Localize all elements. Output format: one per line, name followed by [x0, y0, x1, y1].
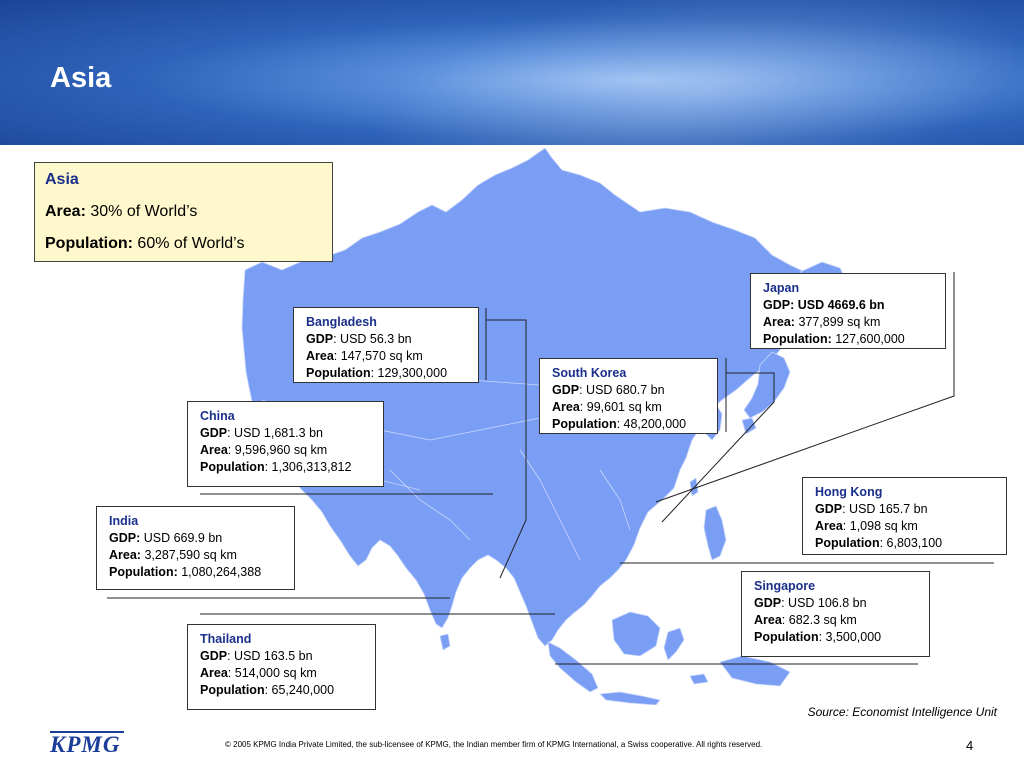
population-label: Population: [552, 417, 617, 431]
gdp-value: : USD 106.8 bn: [781, 596, 867, 610]
population-value: : 48,200,000: [616, 417, 687, 431]
area-value: : 1,098 sq km: [842, 519, 918, 533]
population-label: Population: [200, 460, 265, 474]
gdp-line-china: [200, 425, 371, 442]
population-value: : 6,803,100: [879, 536, 943, 550]
area-line-south-korea: [552, 399, 705, 416]
population-value: : 1,306,313,812: [264, 460, 352, 474]
country-name-thailand: Thailand: [200, 632, 252, 646]
summary-area-label: Area:: [45, 203, 86, 220]
gdp-label: GDP: [815, 502, 843, 516]
country-box-hong-kong: [802, 477, 1007, 555]
summary-title: Asia: [45, 171, 79, 188]
area-value: : 9,596,960 sq km: [227, 443, 328, 457]
population-label: Population: [306, 366, 371, 380]
gdp-value: USD 669.9 bn: [140, 531, 223, 545]
summary-population: [45, 235, 322, 253]
population-line-china: [200, 459, 371, 476]
population-line-thailand: [200, 682, 363, 699]
gdp-line-japan: [763, 297, 933, 314]
area-label: Area: [200, 443, 228, 457]
country-name-south-korea: South Korea: [552, 366, 627, 380]
area-value: : 682.3 sq km: [781, 613, 857, 627]
country-box-japan: [750, 273, 946, 349]
philippines: [704, 506, 726, 560]
population-value: 127,600,000: [831, 332, 905, 346]
population-label: Population:: [109, 565, 178, 579]
gdp-value: : USD 163.5 bn: [227, 649, 313, 663]
slide-footer: [0, 728, 1024, 768]
area-line-singapore: [754, 612, 917, 629]
area-value: : 514,000 sq km: [227, 666, 317, 680]
taiwan: [690, 478, 698, 496]
country-name-hong-kong: Hong Kong: [815, 485, 883, 499]
summary-population-value: 60% of World’s: [132, 235, 245, 252]
country-name-bangladesh: Bangladesh: [306, 315, 377, 329]
eastern-islands: [690, 674, 708, 684]
area-label: Area:: [763, 315, 795, 329]
gdp-value: : USD 165.7 bn: [842, 502, 928, 516]
gdp-line-thailand: [200, 648, 363, 665]
population-value: 1,080,264,388: [177, 565, 262, 579]
area-label: Area:: [109, 548, 141, 562]
area-line-japan: [763, 314, 933, 331]
gdp-value: : USD 56.3 bn: [333, 332, 412, 346]
gdp-value: : USD 4669.6 bn: [790, 298, 885, 312]
area-line-thailand: [200, 665, 363, 682]
country-box-bangladesh: [293, 307, 479, 383]
japan-south: [742, 418, 756, 434]
sri-lanka: [440, 634, 450, 650]
area-line-china: [200, 442, 371, 459]
gdp-line-bangladesh: [306, 331, 466, 348]
sulawesi: [664, 628, 684, 660]
population-line-hong-kong: [815, 535, 994, 552]
gdp-line-india: [109, 530, 282, 547]
country-box-india: [96, 506, 295, 590]
population-label: Population: [200, 683, 265, 697]
gdp-label: GDP: [763, 298, 791, 312]
summary-population-label: Population:: [45, 235, 133, 252]
area-value: : 147,570 sq km: [333, 349, 423, 363]
country-name-china: China: [200, 409, 235, 423]
sumatra: [548, 642, 598, 692]
country-box-singapore: [741, 571, 930, 657]
gdp-label: GDP: [552, 383, 580, 397]
source-note: Source: Economist Intelligence Unit: [807, 705, 997, 719]
gdp-line-singapore: [754, 595, 917, 612]
country-name-india: India: [109, 514, 139, 528]
gdp-label: GDP:: [109, 531, 141, 545]
area-value: : 99,601 sq km: [579, 400, 662, 414]
new-guinea: [720, 656, 790, 686]
summary-area-value: 30% of World’s: [85, 203, 198, 220]
area-value: 377,899 sq km: [794, 315, 881, 329]
population-line-bangladesh: [306, 365, 466, 382]
gdp-label: GDP: [200, 649, 228, 663]
slide-header: [0, 0, 1024, 145]
gdp-line-south-korea: [552, 382, 705, 399]
gdp-line-hong-kong: [815, 501, 994, 518]
area-label: Area: [754, 613, 782, 627]
summary-area: [45, 203, 322, 221]
population-value: : 3,500,000: [818, 630, 882, 644]
country-name-japan: Japan: [763, 281, 800, 295]
header-highlight: [365, 0, 1024, 145]
area-line-hong-kong: [815, 518, 994, 535]
gdp-label: GDP: [306, 332, 334, 346]
country-box-china: [187, 401, 384, 487]
country-box-thailand: [187, 624, 376, 710]
population-line-south-korea: [552, 416, 705, 433]
page-number: 4: [966, 738, 974, 753]
area-label: Area: [815, 519, 843, 533]
population-line-india: [109, 564, 282, 581]
area-label: Area: [200, 666, 228, 680]
population-label: Population: [815, 536, 880, 550]
population-line-japan: [763, 331, 933, 348]
gdp-label: GDP: [754, 596, 782, 610]
borneo: [612, 612, 660, 656]
kpmg-logo: KPMG: [50, 732, 121, 757]
area-line-bangladesh: [306, 348, 466, 365]
java: [600, 692, 660, 705]
country-name-singapore: Singapore: [754, 579, 816, 593]
area-line-india: [109, 547, 282, 564]
slide-title: Asia: [50, 62, 112, 94]
country-box-south-korea: [539, 358, 718, 434]
asia-summary-box: [34, 162, 333, 262]
gdp-label: GDP: [200, 426, 228, 440]
area-label: Area: [306, 349, 334, 363]
population-value: : 65,240,000: [264, 683, 335, 697]
copyright-notice: © 2005 KPMG India Private Limited, the sub-licensee of KPMG, the Indian member firm of KPMG International, a Swiss cooperative. All rights reserved.: [225, 740, 763, 749]
area-value: 3,287,590 sq km: [140, 548, 237, 562]
population-label: Population:: [763, 332, 832, 346]
population-label: Population: [754, 630, 819, 644]
area-label: Area: [552, 400, 580, 414]
gdp-value: : USD 1,681.3 bn: [227, 426, 323, 440]
population-line-singapore: [754, 629, 917, 646]
population-value: : 129,300,000: [370, 366, 448, 380]
gdp-value: : USD 680.7 bn: [579, 383, 665, 397]
